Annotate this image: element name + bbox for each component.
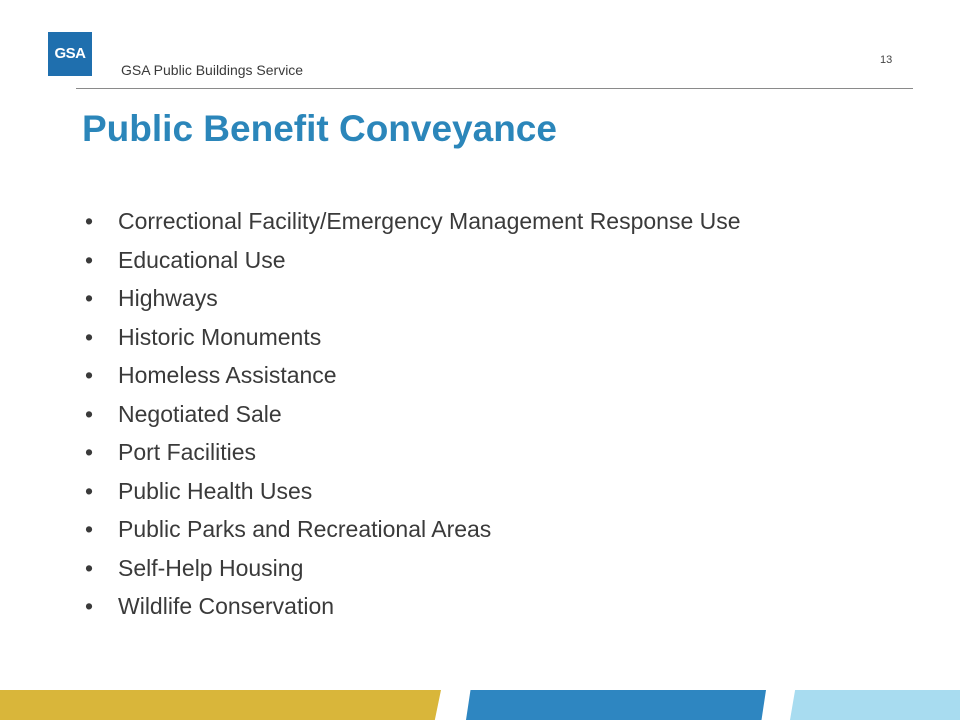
org-name: GSA Public Buildings Service <box>121 62 304 78</box>
slide-title: Public Benefit Conveyance <box>82 108 557 149</box>
bullet-text: Self-Help Housing <box>118 554 304 581</box>
gsa-logo: GSA <box>48 32 92 76</box>
bullet-icon: • <box>85 246 94 273</box>
bullet-text: Correctional Facility/Emergency Management Response Use <box>118 208 741 234</box>
bullet-icon: • <box>85 477 94 504</box>
bullet-icon: • <box>85 208 94 234</box>
bullet-text: Homeless Assistance <box>118 362 337 388</box>
bullet-icon: • <box>85 285 94 311</box>
bullet-icon: • <box>85 593 94 619</box>
bullet-text: Port Facilities <box>118 439 257 465</box>
footer-bar-light-blue <box>790 690 960 720</box>
bullet-text: Wildlife Conservation <box>118 593 335 619</box>
bullet-text: Historic Monuments <box>118 323 322 350</box>
bullet-icon: • <box>85 516 94 542</box>
bullet-text: Public Health Uses <box>118 477 313 504</box>
bullet-icon: • <box>85 323 94 350</box>
page-number: 13 <box>880 54 893 66</box>
header-divider <box>76 88 913 89</box>
bullet-icon: • <box>85 362 94 388</box>
bullet-text: Negotiated Sale <box>118 400 282 427</box>
footer-bar-blue <box>466 690 766 720</box>
bullet-icon: • <box>85 439 94 465</box>
bullet-text: Public Parks and Recreational Areas <box>118 516 492 542</box>
bullet-text: Highways <box>118 285 218 311</box>
bullet-text: Educational Use <box>118 246 286 273</box>
bullet-icon: • <box>85 554 94 581</box>
footer-bar-gold <box>0 690 441 720</box>
bullet-icon: • <box>85 400 94 427</box>
